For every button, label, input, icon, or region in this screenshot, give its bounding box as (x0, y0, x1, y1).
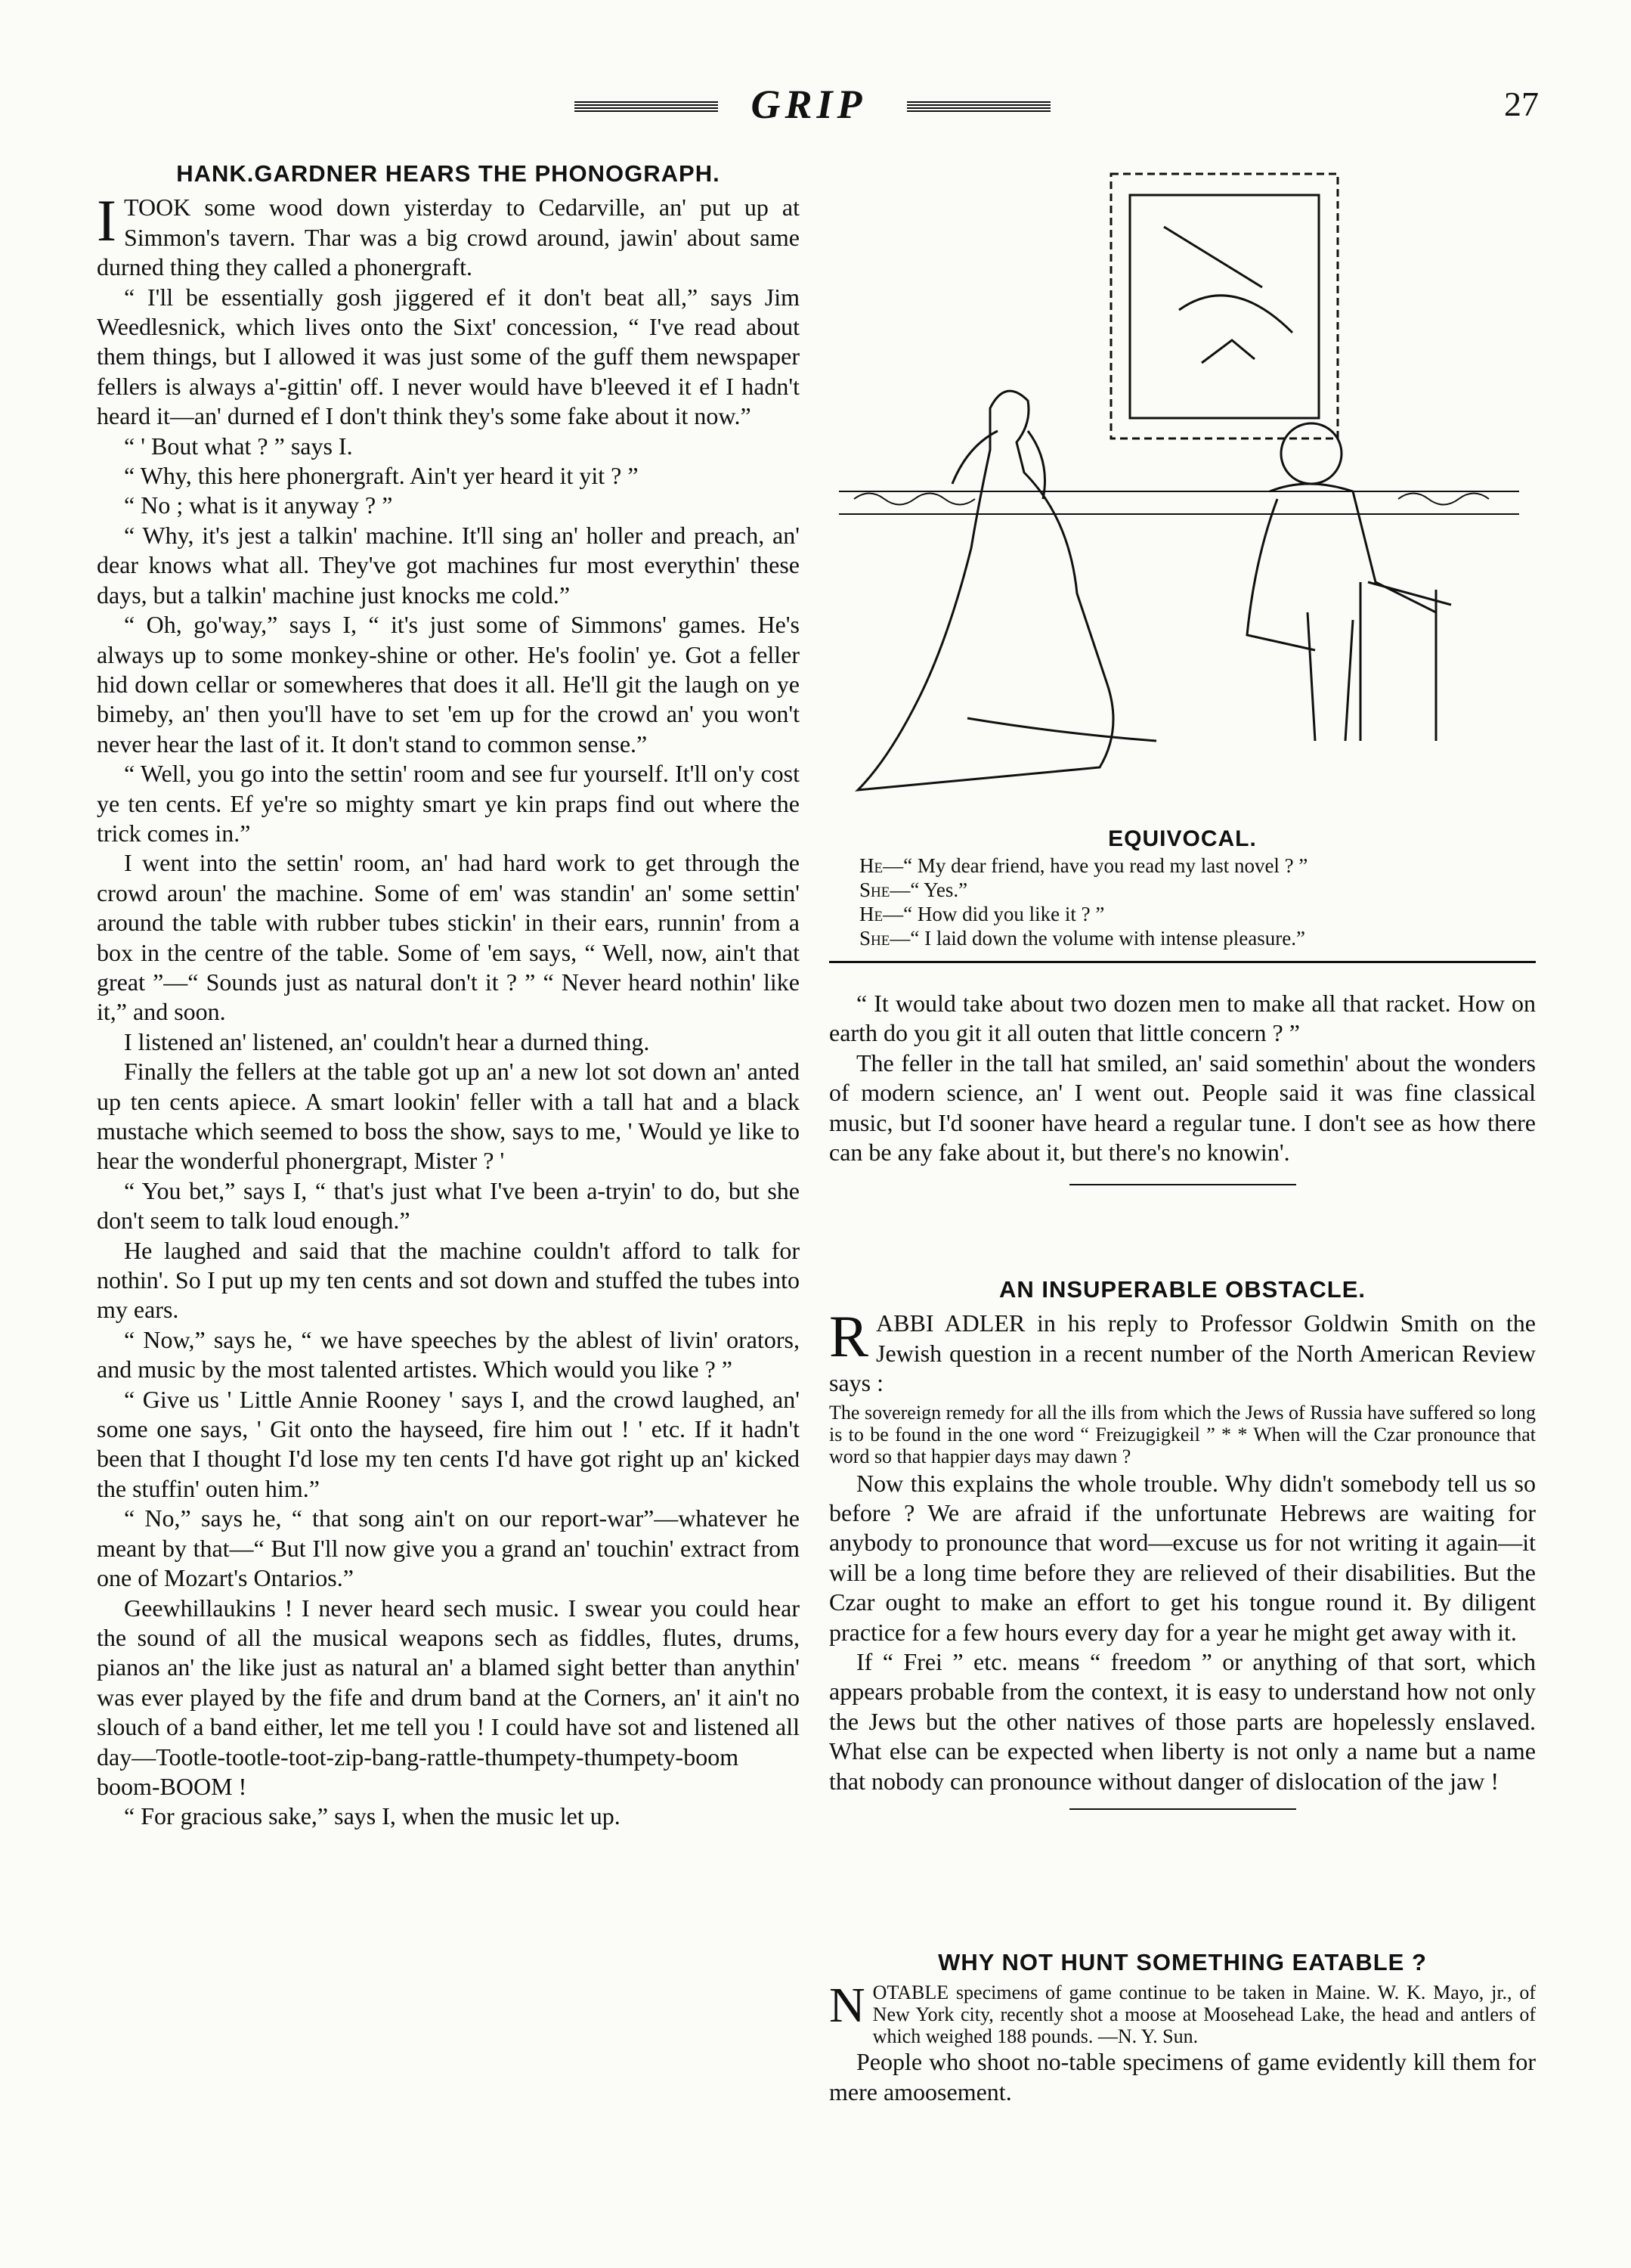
article-paragraph: People who shoot no-table specimens of game evidently kill them for mere amoosement. (829, 2048, 1536, 2105)
divider (1069, 1808, 1296, 1810)
drop-cap: R (829, 1303, 869, 1370)
article-paragraph: “ Oh, go'way,” says I, “ it's just some of Simmons' games. He's always up to some monkey-shine or other. He's foolin' ye. Got a feller hid down cellar or somewheres that does it all. He'll git the laugh on ye bimeby, an' then you'll have to set 'em up for the crowd an' you won't never hear the last of it. It don't stand to common sense.” (97, 611, 800, 758)
article-paragraph: “ Why, this here phonergraft. Ain't yer heard it yit ? ” (124, 462, 639, 490)
cartoon-drawing (839, 159, 1519, 816)
quoted-excerpt: NOTABLE specimens of game continue to be taken in Maine. W. K. Mayo, jr., of New York city, recently shot a moose at Moosehead Lake, the head and antlers of which weighed 188 pounds. —N. Y. Sun. (829, 1978, 1536, 2048)
article-paragraph: If “ Frei ” etc. means “ freedom ” or anything of that sort, which appears probable from the context, it is easy to understand how not only the Jews but the other natives of those parts are hopelessly enslaved. What else can be expected when liberty is not only a name but a name that nobody can pronounce without danger of dislocation of the jaw ! (829, 1648, 1536, 1795)
article-paragraph: “ Well, you go into the settin' room and see fur yourself. It'll on'y cost ye ten cents. Ef ye're so mighty smart ye kin praps find out where the trick comes in.” (97, 760, 800, 847)
cartoon-caption (829, 824, 1536, 963)
article-paragraph: Geewhillaukins ! I never heard sech music. I swear you could hear the sound of all the musical weapons sech as fiddles, flutes, drums, pianos an' the like just as natural an' a blamed sight better than anythin' was ever played by the fife and drum band at the Corners, an' it ain't no slouch of a band either, let me tell you ! I could have sot and listened all day—Tootle-tootle-toot-zip-bang-rattle-thumpety-thumpety-boom boom-BOOM ! (97, 1594, 800, 1800)
article-title: WHY NOT HUNT SOMETHING EATABLE ? (938, 1949, 1427, 1975)
article-paragraph: ITOOK some wood down yisterday to Cedarville, an' put up at Simmon's tavern. Thar was a big crowd around, jawin' about same durned thing they called a phonergraft. (97, 187, 800, 281)
article-paragraph: Now this explains the whole trouble. Why didn't somebody tell us so before ? We are afraid if the unfortunate Hebrews are waiting for anybody to pronounce that word—excuse us for not writing it again—it will be a long time before they are relieved of their disabilities. But the Czar ought to make an effort to get his tongue round it. By diligent practice for a few hours every day for a year he might get away with it. (829, 1469, 1536, 1646)
article-paragraph: I listened an' listened, an' couldn't hear a durned thing. (124, 1027, 650, 1055)
drop-cap: N (829, 1978, 865, 2034)
article-paragraph: “ I'll be essentially gosh jiggered ef it don't beat all,” says Jim Weedlesnick, which lives onto the Sixt' concession, “ I've read about them things, but I allowed it was just some of the guff them newspaper fellers is always a'-gittin' off. I never would have b'leeved it ef I hadn't heard it—an' durned ef I don't think they's some fake about it now.” (97, 283, 800, 430)
article-paragraph: “ No ; what is it anyway ? ” (124, 491, 393, 519)
caption-line: She—“ I laid down the volume with intense pleasure.” (859, 927, 1305, 950)
article-title: HANK.GARDNER HEARS THE PHONOGRAPH. (176, 160, 720, 187)
caption-dialogue (829, 854, 1536, 950)
article-paragraph: He laughed and said that the machine couldn't afford to talk for nothin'. So I put up my ten cents and sot down and stuffed the tubes into my ears. (97, 1236, 800, 1324)
article-title: AN INSUPERABLE OBSTACLE. (998, 1276, 1366, 1303)
article-paragraph: Finally the fellers at the table got up an' a new lot sot down an' anted up ten cents apiece. A smart lookin' feller with a tall hat and a black mustache which seemed to boss the show, says to me, ' Would ye like to hear the wonderful phonergrapt, Mister ? ' (97, 1058, 800, 1175)
obstacle-article (829, 1275, 1536, 1810)
divider (829, 961, 1536, 963)
caption-line: He—“ My dear friend, have you read my last novel ? ” (859, 854, 1308, 878)
page-header (0, 82, 1631, 127)
phonograph-article (97, 159, 800, 1832)
article-paragraph: “ For gracious sake,” says I, when the music let up. (124, 1802, 621, 1830)
divider (1069, 1184, 1296, 1185)
article-paragraph: “ Give us ' Little Annie Rooney ' says I, and the crowd laughed, an' some one says, ' Git onto the hayseed, fire him out ! ' etc. If it hadn't been that I thought I'd lose my ten cents I'd have got right up an' kicked the stuffin' outen him.” (97, 1385, 800, 1502)
article-paragraph: “ Now,” says he, “ we have speeches by the ablest of livin' orators, and music by the most talented artistes. Which would you like ? ” (97, 1325, 800, 1383)
caption-line: He—“ How did you like it ? ” (859, 903, 1105, 926)
caption-line: She—“ Yes.” (859, 878, 968, 902)
article-paragraph: “ Why, it's jest a talkin' machine. It'll sing an' holler and preach, an' dear knows what all. They've got machines fur most everythin' these days, but a talkin' machine just knocks me cold.” (97, 521, 800, 609)
article-paragraph: The feller in the tall hat smiled, an' said somethin' about the wonders of modern science, an' I went out. People said it was fine classical music, but I'd sooner have heard a regular tune. I don't see as how there can be any fake about it, but there's no knowin'. (829, 1049, 1536, 1167)
page-number: 27 (1504, 85, 1539, 123)
masthead-ornament-right (907, 101, 1051, 112)
drop-cap: I (97, 187, 116, 254)
article-paragraph: RABBI ADLER in his reply to Professor Goldwin Smith on the Jewish question in a recent number of the North American Review says : (829, 1303, 1536, 1397)
phonograph-continuation (829, 989, 1536, 1185)
masthead-title: GRIP (751, 82, 867, 127)
caption-title: EQUIVOCAL. (1108, 826, 1257, 851)
cartoon-illustration (839, 159, 1519, 816)
game-article (829, 1947, 1536, 2107)
article-paragraph: “ It would take about two dozen men to make all that racket. How on earth do you git it all outen that little concern ? ” (829, 990, 1536, 1047)
article-paragraph: “ ' Bout what ? ” says I. (124, 432, 353, 460)
article-paragraph: I went into the settin' room, an' had hard work to get through the crowd aroun' the machine. Some of em' was standin' an' some settin' around the table with rubber tubes stickin' in their ears, runnin' from a box in the centre of the table. Some of 'em says, “ Well, now, ain't that great ”—“ Sounds just as natural don't it ? ” “ Never heard nothin' like it,” and soon. (97, 849, 800, 1026)
quoted-excerpt: The sovereign remedy for all the ills from which the Jews of Russia have suffered so long is to be found in the one word “ Freizugigkeil ” * * When will the Czar pronounce that word so that happier days may dawn ? (829, 1401, 1536, 1467)
article-paragraph: “ No,” says he, “ that song ain't on our report-war”—whatever he meant by that—“ But I'll now give you a grand an' touchin' extract from one of Mozart's Ontarios.” (97, 1504, 800, 1592)
article-paragraph: “ You bet,” says I, “ that's just what I've been a-tryin' to do, but she don't seem to talk loud enough.” (97, 1176, 800, 1235)
